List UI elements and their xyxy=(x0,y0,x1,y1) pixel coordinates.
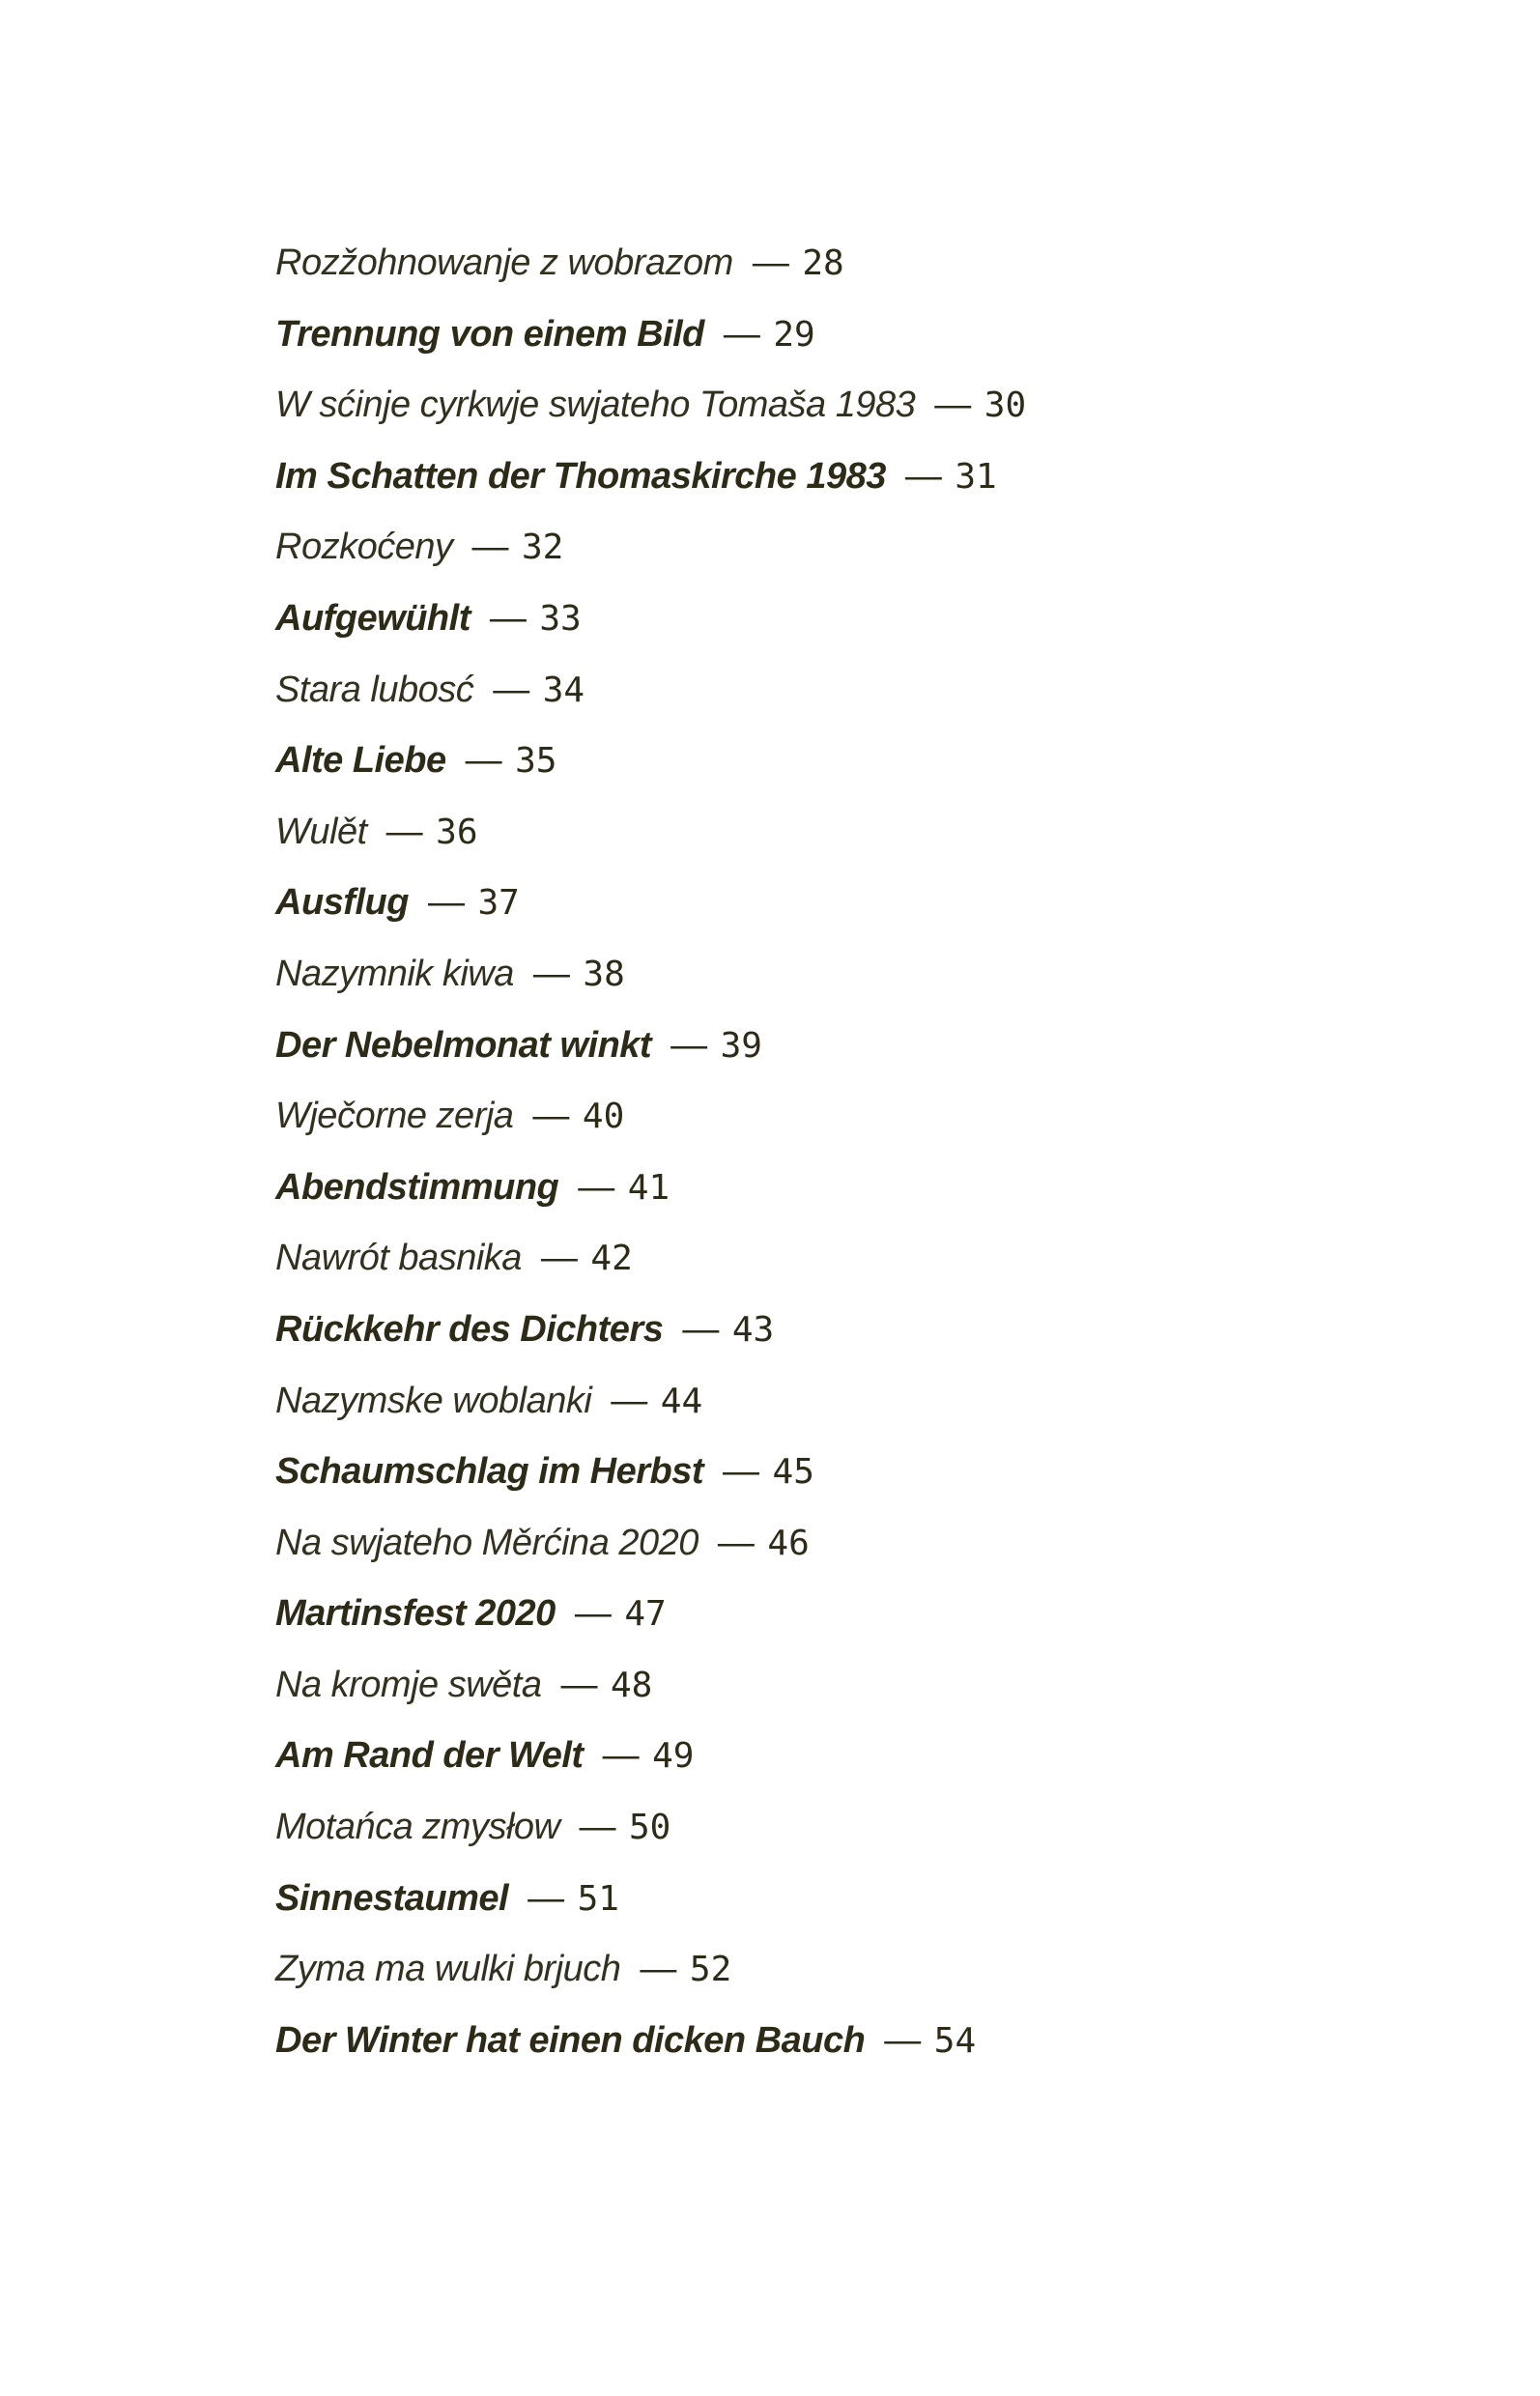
entry-title: Na kromje swěta xyxy=(275,1664,542,1705)
separator-dash: — xyxy=(427,882,465,924)
separator-dash: — xyxy=(579,1807,615,1848)
toc-entry xyxy=(275,236,1026,307)
entry-title: Schaumschlag im Herbst xyxy=(275,1451,704,1493)
toc-entry xyxy=(275,1586,1026,1658)
separator-dash: — xyxy=(540,1238,578,1279)
entry-title: Der Winter hat einen dicken Bauch xyxy=(275,2019,866,2061)
entry-title: Wječorne zerja xyxy=(275,1096,514,1137)
page-number: 37 xyxy=(477,883,520,924)
toc-entry xyxy=(275,1018,1026,1090)
toc-entry xyxy=(275,307,1026,379)
page-number: 50 xyxy=(628,1808,671,1848)
toc-entry xyxy=(275,1800,1026,1871)
entry-title: Martinsfest 2020 xyxy=(275,1593,556,1635)
separator-dash: — xyxy=(465,740,502,782)
separator-dash: — xyxy=(904,455,942,497)
entry-title: Trennung von einem Bild xyxy=(275,313,704,355)
toc-entry xyxy=(275,1516,1026,1587)
separator-dash: — xyxy=(560,1664,597,1705)
entry-title: Aufgewühlt xyxy=(275,597,471,639)
toc-entry xyxy=(275,1231,1026,1302)
page-number: 31 xyxy=(955,456,997,497)
page-number: 51 xyxy=(577,1878,619,1919)
toc-entry xyxy=(275,1374,1026,1445)
separator-dash: — xyxy=(574,1593,612,1635)
entry-title: Abendstimmung xyxy=(275,1166,559,1208)
toc-entry xyxy=(275,2013,1026,2085)
page-number: 38 xyxy=(583,954,625,994)
separator-dash: — xyxy=(532,1096,569,1137)
page-number: 40 xyxy=(582,1097,625,1137)
entry-title: Der Nebelmonat winkt xyxy=(275,1024,652,1066)
separator-dash: — xyxy=(489,597,527,639)
page-number: 29 xyxy=(773,314,815,355)
entry-title: Nazymske woblanki xyxy=(275,1380,592,1421)
page-number: 46 xyxy=(767,1523,810,1563)
page-number: 42 xyxy=(590,1239,633,1279)
page-number: 48 xyxy=(610,1665,653,1705)
entry-title: Am Rand der Welt xyxy=(275,1735,584,1777)
separator-dash: — xyxy=(670,1024,707,1066)
entry-title: Wulět xyxy=(275,811,367,852)
toc-entry xyxy=(275,947,1026,1018)
entry-title: Nawrót basnika xyxy=(275,1238,522,1279)
page-number: 30 xyxy=(984,385,1027,426)
toc-entry xyxy=(275,1444,1026,1516)
toc-entry xyxy=(275,378,1026,449)
page-number: 44 xyxy=(660,1381,703,1421)
entry-title: Rozžohnowanje z wobrazom xyxy=(275,242,733,283)
entry-title: Im Schatten der Thomaskirche 1983 xyxy=(275,455,886,497)
page-number: 54 xyxy=(933,2020,977,2061)
entry-title: Sinnestaumel xyxy=(275,1877,509,1919)
toc-entry xyxy=(275,1942,1026,2013)
entry-title: Rückkehr des Dichters xyxy=(275,1308,664,1350)
entry-title: Zyma ma wulki brjuch xyxy=(275,1949,621,1990)
toc-entry xyxy=(275,1658,1026,1729)
separator-dash: — xyxy=(602,1735,640,1777)
separator-dash: — xyxy=(578,1166,614,1208)
entry-title: Alte Liebe xyxy=(275,740,446,782)
page-number: 41 xyxy=(627,1167,670,1208)
separator-dash: — xyxy=(682,1308,719,1350)
separator-dash: — xyxy=(528,1877,564,1919)
separator-dash: — xyxy=(640,1949,676,1990)
separator-dash: — xyxy=(385,811,423,852)
toc-entry xyxy=(275,733,1026,805)
toc-entry xyxy=(275,449,1026,521)
toc-entry xyxy=(275,1089,1026,1160)
entry-title: Stara lubosć xyxy=(275,669,474,710)
toc-entry xyxy=(275,805,1026,876)
page-number: 36 xyxy=(436,812,478,852)
page-number: 52 xyxy=(689,1950,732,1990)
separator-dash: — xyxy=(884,2019,921,2061)
separator-dash: — xyxy=(752,242,789,283)
entry-title: Motańca zmysłow xyxy=(275,1807,560,1848)
entry-title: Rozkoćeny xyxy=(275,527,453,568)
separator-dash: — xyxy=(934,385,971,426)
toc-entry xyxy=(275,520,1026,591)
page-number: 47 xyxy=(624,1594,667,1635)
page-number: 45 xyxy=(772,1452,814,1493)
entry-title: W sćinje cyrkwje swjateho Tomaša 1983 xyxy=(275,385,916,426)
page-number: 35 xyxy=(515,741,557,782)
page-number: 34 xyxy=(542,670,585,710)
toc-entry xyxy=(275,875,1026,947)
entry-title: Na swjateho Měrćina 2020 xyxy=(275,1522,699,1563)
separator-dash: — xyxy=(532,953,570,994)
toc-entry xyxy=(275,1871,1026,1943)
toc-entry xyxy=(275,1160,1026,1232)
separator-dash: — xyxy=(717,1522,755,1563)
page-number: 33 xyxy=(539,598,582,639)
separator-dash: — xyxy=(611,1380,647,1421)
separator-dash: — xyxy=(493,669,529,710)
toc-entry xyxy=(275,591,1026,663)
page-number: 39 xyxy=(720,1025,762,1066)
separator-dash: — xyxy=(723,1451,759,1493)
entry-title: Nazymnik kiwa xyxy=(275,953,514,994)
page-number: 28 xyxy=(802,243,844,283)
entry-title: Ausflug xyxy=(275,882,409,924)
toc-entry xyxy=(275,1728,1026,1800)
toc-entry xyxy=(275,1302,1026,1374)
toc-entry xyxy=(275,663,1026,734)
page-number: 43 xyxy=(731,1309,775,1350)
page-number: 49 xyxy=(652,1736,695,1777)
table-of-contents xyxy=(275,236,1026,2084)
page-number: 32 xyxy=(521,528,564,568)
separator-dash: — xyxy=(723,313,760,355)
separator-dash: — xyxy=(471,527,508,568)
